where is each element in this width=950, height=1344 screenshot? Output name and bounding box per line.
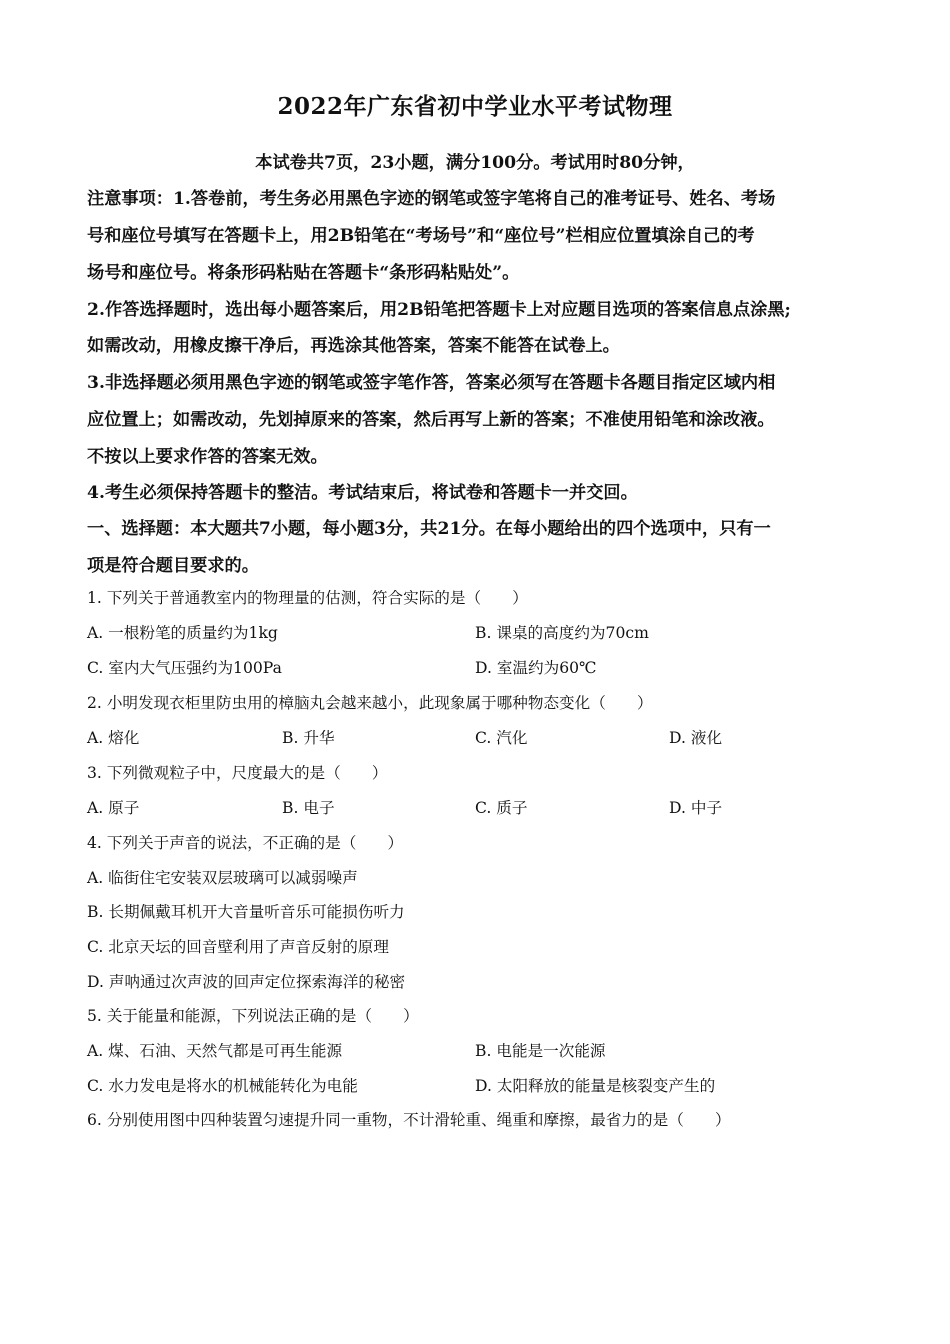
notice-line-1: 注意事项：1.答卷前，考生务必用黑色字迹的钢笔或签字笔将自己的准考证号、姓名、考场 xyxy=(87,189,776,209)
question-5-stem: 5. 关于能量和能源，下列说法正确的是（ ） xyxy=(87,1007,419,1025)
question-3-option-b[interactable]: B. 电子 xyxy=(282,799,335,817)
question-3-option-c[interactable]: C. 质子 xyxy=(475,799,528,817)
question-3-option-d[interactable]: D. 中子 xyxy=(669,799,723,817)
notice-line-2: 号和座位号填写在答题卡上，用2B铅笔在“考场号”和“座位号”栏相应位置填涂自己的考 xyxy=(87,226,755,246)
question-4-option-a[interactable]: A. 临街住宅安装双层玻璃可以减弱噪声 xyxy=(87,869,358,887)
question-2-option-a[interactable]: A. 熔化 xyxy=(87,729,140,747)
notice-line-7: 应位置上；如需改动，先划掉原来的答案，然后再写上新的答案；不准使用铅笔和涂改液。 xyxy=(87,410,775,430)
question-1-option-a[interactable]: A. 一根粉笔的质量约为1kg xyxy=(87,624,278,642)
notice-line-4: 2.作答选择题时，选出每小题答案后，用2B铅笔把答题卡上对应题目选项的答案信息点涂黑; xyxy=(87,300,791,320)
question-2-option-d[interactable]: D. 液化 xyxy=(669,729,723,747)
notice-line-9: 4.考生必须保持答题卡的整洁。考试结束后，将试卷和答题卡一并交回。 xyxy=(87,483,638,503)
question-4-option-d[interactable]: D. 声呐通过次声波的回声定位探索海洋的秘密 xyxy=(87,973,406,991)
question-2-stem: 2. 小明发现衣柜里防虫用的樟脑丸会越来越小，此现象属于哪种物态变化（ ） xyxy=(87,694,653,712)
notice-line-5: 如需改动，用橡皮擦干净后，再选涂其他答案，答案不能答在试卷上。 xyxy=(87,336,620,356)
notice-line-3: 场号和座位号。将条形码粘贴在答题卡“条形码粘贴处”。 xyxy=(87,263,520,283)
question-5-option-c[interactable]: C. 水力发电是将水的机械能转化为电能 xyxy=(87,1077,358,1095)
question-6-stem: 6. 分别使用图中四种装置匀速提升同一重物，不计滑轮重、绳重和摩擦，最省力的是（ ） xyxy=(87,1111,731,1129)
question-3-stem: 3. 下列微观粒子中，尺度最大的是（ ） xyxy=(87,764,388,782)
exam-info: 本试卷共7页，23小题，满分100分。考试用时80分钟， xyxy=(255,153,695,173)
question-2-option-b[interactable]: B. 升华 xyxy=(282,729,335,747)
notice-line-6: 3.非选择题必须用黑色字迹的钢笔或签字笔作答，答案必须写在答题卡各题目指定区域内相 xyxy=(87,373,776,393)
question-3-option-a[interactable]: A. 原子 xyxy=(87,799,140,817)
section-heading-line-1: 一、选择题：本大题共7小题，每小题3分，共21分。在每小题给出的四个选项中，只有一 xyxy=(87,519,771,539)
question-5-option-d[interactable]: D. 太阳释放的能量是核裂变产生的 xyxy=(475,1077,716,1095)
question-1-option-b[interactable]: B. 课桌的高度约为70cm xyxy=(475,624,649,642)
question-2-option-c[interactable]: C. 汽化 xyxy=(475,729,528,747)
question-5-option-a[interactable]: A. 煤、石油、天然气都是可再生能源 xyxy=(87,1042,343,1060)
question-4-option-b[interactable]: B. 长期佩戴耳机开大音量听音乐可能损伤听力 xyxy=(87,903,405,921)
section-heading-line-2: 项是符合题目要求的。 xyxy=(87,556,259,576)
notice-line-8: 不按以上要求作答的答案无效。 xyxy=(87,447,328,467)
question-5-option-b[interactable]: B. 电能是一次能源 xyxy=(475,1042,606,1060)
question-4-stem: 4. 下列关于声音的说法，不正确的是（ ） xyxy=(87,834,404,852)
question-4-option-c[interactable]: C. 北京天坛的回音壁利用了声音反射的原理 xyxy=(87,938,389,956)
page-title: 2022年广东省初中学业水平考试物理 xyxy=(277,93,673,120)
question-1-stem: 1. 下列关于普通教室内的物理量的估测，符合实际的是（ ） xyxy=(87,589,528,607)
question-1-option-d[interactable]: D. 室温约为60℃ xyxy=(475,659,597,677)
question-1-option-c[interactable]: C. 室内大气压强约为100Pa xyxy=(87,659,282,677)
